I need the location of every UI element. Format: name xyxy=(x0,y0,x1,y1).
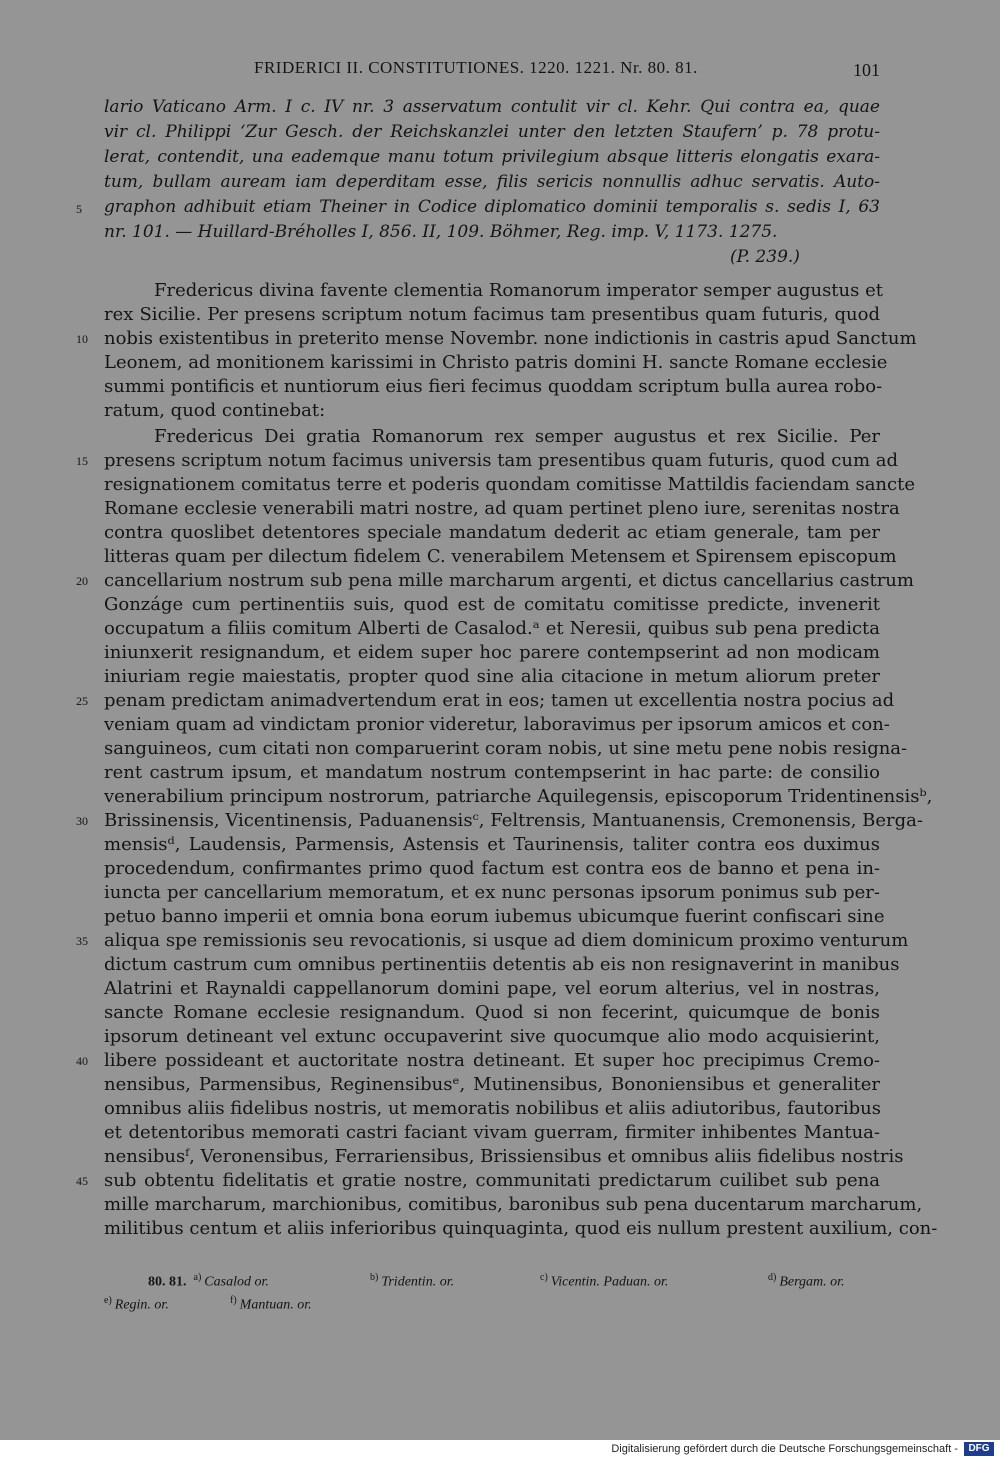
line-number: 45 xyxy=(76,1174,88,1188)
text-line: sancte Romane ecclesie resignandum. Quod si non fecerint, quicumque de bonis xyxy=(104,1002,880,1023)
text-line: libere possideant et auctoritate nostra detineant. Et super hoc precipimus Cremo- xyxy=(104,1050,880,1071)
text-line: occupatum a filiis comitum Alberti de Casalod.ᵃ et Neresii, quibus sub pena predicta xyxy=(104,618,880,639)
text-line: rex Sicilie. Per presens scriptum notum facimus tam presentibus quam futuris, quod xyxy=(104,304,880,325)
text-line: Fredericus divina favente clementia Romanorum imperator semper augustus et xyxy=(154,280,883,301)
footnote-text: Tridentin. or. xyxy=(381,1274,455,1290)
line-number: 40 xyxy=(76,1054,88,1068)
running-header xyxy=(104,58,880,84)
preface-line: nr. 101. — Huillard-Bréholles I, 856. II, 109. Böhmer, Reg. imp. V, 1173. 1275. xyxy=(104,222,778,242)
text-line: sanguineos, cum citati non comparuerint coram nobis, ut sine metu pene nobis resigna- xyxy=(104,738,908,759)
text-line: rent castrum ipsum, et mandatum nostrum contempserint in hac parte: de consilio xyxy=(104,762,880,783)
text-line: iniuriam regie maiestatis, propter quod sine alia citacione in metum aliorum preter xyxy=(104,666,880,687)
text-line: et detentoribus memorati castri faciant vivam guerram, firmiter inhibentes Mantua- xyxy=(104,1122,880,1143)
text-line: nensibusᶠ, Veronensibus, Ferrariensibus, Brissiensibus et omnibus aliis fidelibus nostris xyxy=(104,1146,904,1167)
reference-number: (P. 239.) xyxy=(730,247,800,267)
line-number: 25 xyxy=(76,694,88,708)
footnote-mark: c) xyxy=(540,1272,548,1283)
text-line: iuncta per cancellarium memoratum, et ex nunc personas ipsorum ponimus sub per- xyxy=(104,882,880,903)
page-number: 101 xyxy=(853,60,880,80)
line-number: 10 xyxy=(76,332,88,346)
text-line: veniam quam ad vindictam pronior videretur, laboravimus per ipsorum amicos et con- xyxy=(104,714,890,735)
text-line: cancellarium nostrum sub pena mille marcharum argenti, et dictus cancellarius castrum xyxy=(104,570,914,591)
preface-line: vir cl. Philippi ‘Zur Gesch. der Reichskanzlei unter den letzten Staufern’ p. 78 protu- xyxy=(104,122,880,142)
preface-line: tum, bullam auream iam deperditam esse, filis sericis nonnullis adhuc servatis. Auto- xyxy=(104,172,880,192)
line-number: 30 xyxy=(76,814,88,828)
text-line: petuo banno imperii et omnia bona eorum iubemus ubicumque fuerint confiscari sine xyxy=(104,906,885,927)
footnote xyxy=(230,1295,312,1314)
footnote-mark: a) xyxy=(193,1272,202,1283)
funding-notice: Digitalisierung gefördert durch die Deutsche Forschungsgemeinschaft - xyxy=(611,1443,958,1455)
line-number: 5 xyxy=(76,202,82,216)
text-line: Brissinensis, Vicentinensis, Paduanensisᶜ, Feltrensis, Mantuanensis, Cremonensis, Berga- xyxy=(104,810,923,831)
text-line: nobis existentibus in preterito mense Novembr. none indictionis in castris apud Sanctum xyxy=(104,328,917,349)
preface-line: lario Vaticano Arm. I c. IV nr. 3 asservatum contulit vir cl. Kehr. Qui contra ea, quae xyxy=(104,97,880,117)
text-line: venerabilium principum nostrorum, patriarche Aquilegensis, episcoporum Tridentinensisᵇ, xyxy=(104,786,933,807)
preface-line: graphon adhibuit etiam Theiner in Codice diplomatico dominii temporalis s. sedis I, 63 xyxy=(104,197,880,217)
line-number: 15 xyxy=(76,454,88,468)
footnote xyxy=(768,1272,845,1291)
text-line: contra quoslibet detentores speciale mandatum dederit ac etiam generale, tam per xyxy=(104,522,880,543)
text-line: procedendum, confirmantes primo quod factum est contra eos de banno et pena in- xyxy=(104,858,880,879)
footnote-document-key: 80. 81. xyxy=(148,1274,187,1290)
footnote-mark: f) xyxy=(230,1295,237,1306)
digitization-footer xyxy=(0,1440,1000,1459)
text-line: Gonzáge cum pertinentiis suis, quod est de comitatu comitisse predicte, invenerit xyxy=(104,594,880,615)
text-line: Romane ecclesie venerabili matri nostre, ad quam pertinet pleno iure, serenitas nostra xyxy=(104,498,900,519)
text-line: presens scriptum notum facimus universis tam presentibus quam futuris, quod cum ad xyxy=(104,450,899,471)
text-line: resignationem comitatus terre et poderis quondam comitisse Mattildis faciendam sancte xyxy=(104,474,915,495)
text-line: iniunxerit resignandum, et eidem super hoc parere contempserint ad non modicam xyxy=(104,642,880,663)
text-line: summi pontificis et nuntiorum eius fieri fecimus quoddam scriptum bulla aurea robo- xyxy=(104,376,883,397)
preface-line: lerat, contendit, una eademque manu totum privilegium absque litteris elongatis exara- xyxy=(104,147,880,167)
footnote xyxy=(540,1272,668,1291)
text-line: ipsorum detineant vel extunc occupaverint sive quocumque alio modo acquisierint, xyxy=(104,1026,880,1047)
footnote xyxy=(104,1295,169,1314)
text-line: penam predictam animadvertendum erat in eos; tamen ut excellentia nostra pocius ad xyxy=(104,690,895,711)
text-line: mille marcharum, marchionibus, comitibus, baronibus sub pena ducentarum marcharum, xyxy=(104,1194,923,1215)
footnote-text: Vicentin. Paduan. or. xyxy=(550,1274,669,1290)
text-line: mensisᵈ, Laudensis, Parmensis, Astensis et Taurinensis, taliter contra eos duximus xyxy=(104,834,880,855)
footnote-text: Mantuan. or. xyxy=(239,1297,312,1313)
text-line: litteras quam per dilectum fidelem C. venerabilem Metensem et Spirensem episcopum xyxy=(104,546,897,567)
text-line: Leonem, ad monitionem karissimi in Christo patris domini H. sancte Romane ecclesie xyxy=(104,352,888,373)
footnote-text: Bergam. or. xyxy=(779,1274,845,1290)
dfg-logo: DFG xyxy=(964,1442,994,1456)
footnote-text: Casalod or. xyxy=(204,1274,269,1290)
footnote-mark: e) xyxy=(104,1295,112,1306)
footnote xyxy=(148,1272,269,1291)
text-line: nensibus, Parmensibus, Reginensibusᵉ, Mutinensibus, Bononiensibus et generaliter xyxy=(104,1074,880,1095)
text-line: ratum, quod continebat: xyxy=(104,400,326,421)
line-number: 35 xyxy=(76,934,88,948)
text-line: Fredericus Dei gratia Romanorum rex semper augustus et rex Sicilie. Per xyxy=(154,426,880,447)
text-line: omnibus aliis fidelibus nostris, ut memoratis nobilibus et aliis adiutoribus, fautoribus xyxy=(104,1098,881,1119)
text-line: aliqua spe remissionis seu revocationis, si usque ad diem dominicum proximo venturum xyxy=(104,930,909,951)
running-title: FRIDERICI II. CONSTITUTIONES. 1220. 1221. Nr. 80. 81. xyxy=(254,58,698,77)
footnote-mark: d) xyxy=(768,1272,777,1283)
text-line: dictum castrum cum omnibus pertinentiis detentis ab eis non resignaverint in manibus xyxy=(104,954,900,975)
footnote-mark: b) xyxy=(370,1272,379,1283)
footnote xyxy=(370,1272,454,1291)
text-line: sub obtentu fidelitatis et gratie nostre, communitati predictarum cuilibet sub pena xyxy=(104,1170,880,1191)
footnote-text: Regin. or. xyxy=(114,1297,169,1313)
text-line: militibus centum et aliis inferioribus quinquaginta, quod eis nullum prestent auxilium, con- xyxy=(104,1218,938,1239)
text-line: Alatrini et Raynaldi cappellanorum domini pape, vel eorum alterius, vel in nostras, xyxy=(104,978,880,999)
line-number: 20 xyxy=(76,574,88,588)
